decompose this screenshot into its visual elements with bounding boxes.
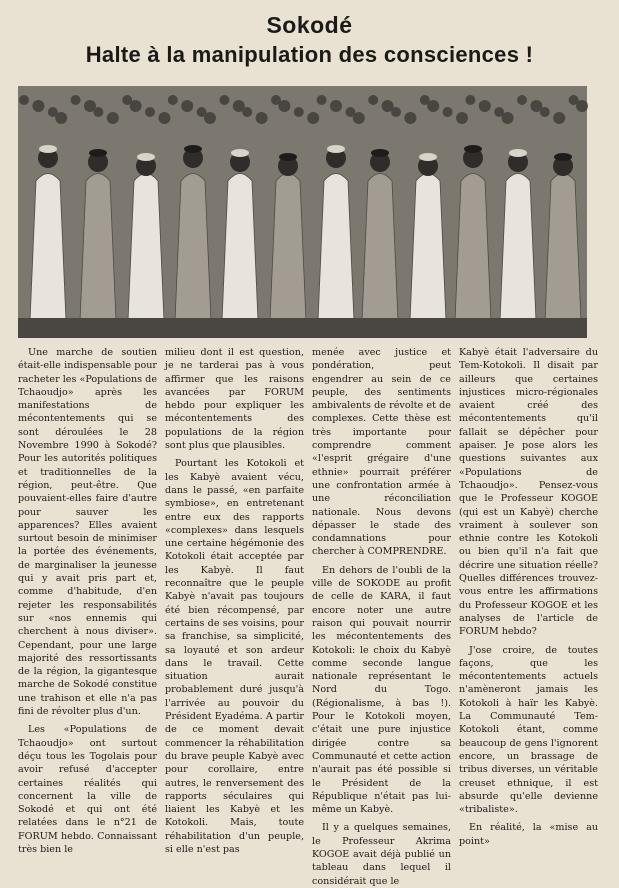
article-column-4 [459,346,598,847]
crowd-photo-illustration [18,86,587,338]
article-paragraph: Une marche de soutien était-elle indispensable pour racheter les «Populations de Tchaoudjo» après les manifestations de mécontentements qui se sont déroulées le 28 Novembre 1990 à Sokodé? Pour les autorités politiques et traditionnelles de la région, peut-être. Que pouvaient-elles faire d'autre pour sauver les apparences? Elles avaient surtout besoin de minimiser la portée des événements, de marginaliser la jeunesse qui y avait pris part et, comme d'habitude, d'en rejeter les responsabilités sur «nos ennemis qui cherchent à nous diviser». Cependant, pour une large majorité des ressortissants de la région, la gigantesque marche de Sokodé constitue une trahison et elle n'a pas fini de révolter plus d'un. [18,347,157,718]
article-paragraph: Il y a quelques semaines, le Professeur Akrima KOGOE avait déjà publié un tableau dans lequel il considérait que le [312,822,451,887]
article-kicker: Sokodé [266,12,353,38]
article-paragraph: milieu dont il est question, je ne tarderai pas à vous affirmer que les raisons avancées par FORUM hebdo pour expliquer les mécontentements des populations de la région sont plus que plausibles. [165,347,304,452]
crowd-photo [18,86,587,338]
article-paragraph: En dehors de l'oubli de la ville de SOKODE au profit de celle de KARA, il faut encore noter une autre raison qui pouvait nourrir les mécontentements des Kotokoli: le choix du Kabyè comme seconde langue nationale représentant le Nord du Togo. (Régionalisme, à bas !). Pour le Kotokoli moyen, c'était une pure injustice dirigée contre sa Communauté et cette action n'aurait pas été possible si le Président de la République n'était pas lui-même un Kabyè. [312,564,451,816]
article-paragraph: menée avec justice et pondération, peut engendrer au sein de ce peuple, des sentiments ambivalents de révolte et de complexes. Cette thèse est très importante pour comprendre comment «l'esprit grégaire d'une ethnie» pourrait préférer une confrontation armée à une réconciliation nationale. Nous devons dépasser le stade des condamnations pour chercher à COMPRENDRE. [312,347,451,558]
article-paragraph: J'ose croire, de toutes façons, que les mécontentements actuels n'amèneront jamais les Kotokoli à haïr les Kabyè. La Communauté Tem-Kotokoli étant, comme beaucoup de gens l'ignorent encore, un brassage de tribus diverses, un véritable creuset ethnique, il est absurde qu'elle devienne «tribaliste». [459,644,598,816]
article-column-2 [165,346,304,855]
article-paragraph: En réalité, la «mise au point» [459,822,598,847]
article-paragraph: Pourtant les Kotokoli et les Kabyè avaient vécu, dans le passé, «en parfaite symbiose», en entretenant entre eux des rapports «complexes» dans lesquels une certaine hégémonie des Kotokoli était acceptée par les Kabyè. Il faut reconnaître que le peuple Kabyè n'avait pas toujours été bien récompensé, par certains de ses voisins, pour sa franchise, sa simplicité, sa loyauté et son ardeur dans le travail. Cette situation aurait probablement duré jusqu'à l'arrivée au pouvoir du Président Eyadéma. A partir de ce moment devait commencer la réhabilitation du brave peuple Kabyè avec pour corollaire, entre autres, le renversement des rapports séculaires qui liaient les Kabyè et les Kotokoli. Mais, toute réhabilitation d'un peuple, si elle n'est pas [165,458,304,855]
article-column-3 [312,346,451,887]
article-column-1 [18,346,157,855]
article-paragraph: Kabyè était l'adversaire du Tem-Kotokoli. Il disait par ailleurs que certaines injustices micro-régionales avaient créé des mécontentements qu'il fallait se dépêcher pour apaiser. Je pose alors les questions suivantes aux «Populations de Tchaoudjo». Pensez-vous que le Professeur KOGOE (qui est un Kabyè) cherche vraiment à soulever son ethnie contre les Kotokoli ou bien qu'il n'a fait que décrire une situation réelle? Quelles différences trouvez-vous entre les affirmations du Professeur KOGOE et les analyses de l'article de FORUM hebdo? [459,347,598,638]
article-headline: Halte à la manipulation des consciences ! [85,42,534,67]
article-body [18,346,598,887]
article-paragraph: Les «Populations de Tchaoudjo» ont surtout déçu tous les Togolais pour avoir refusé d'accepter certaines réalités qui concernent la ville de Sokodé et qui ont été relatées dans le n°21 de FORUM hebdo. Connaissant très bien le [18,724,157,855]
